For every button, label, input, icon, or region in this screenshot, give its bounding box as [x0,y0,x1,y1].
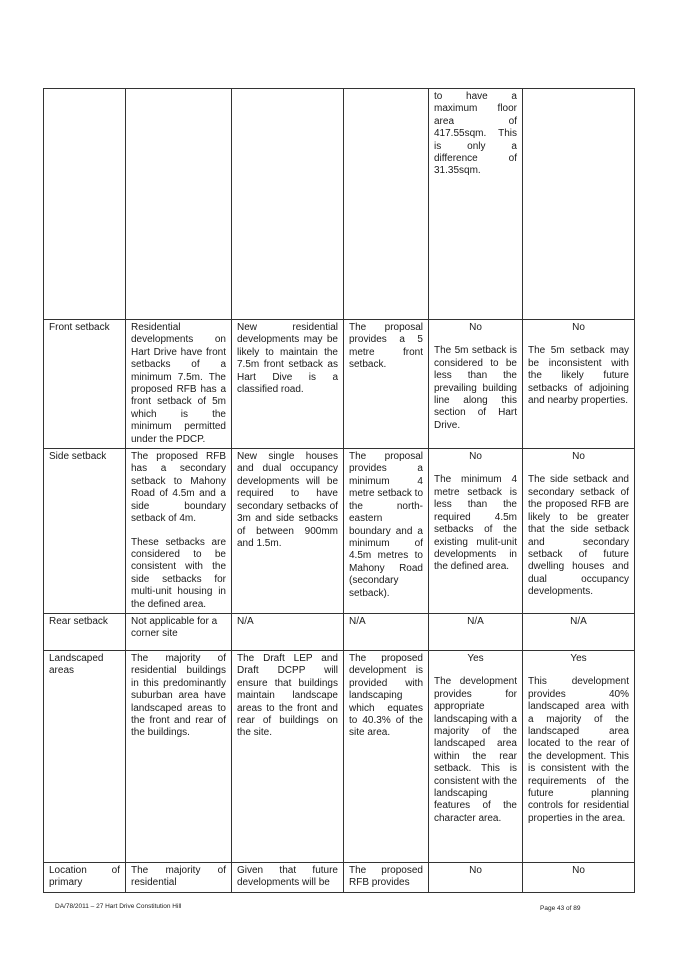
compliance-status: N/A [467,615,484,627]
proposal-cell [344,449,429,614]
cell-text: The development provides for appropriate landscaping with a majority of the landscaped area within the rear setback. This is consistent with the landscaping features of the character area. [434,676,517,824]
character-cell [126,320,232,449]
cell-text: The 5m setback may be inconsistent with the likely future setbacks of adjoining and nearby properties. [528,345,629,407]
character-cell [126,650,232,862]
proposal-cell [344,862,429,892]
compliance-existing-cell [429,613,523,650]
page-number: Page 43 of 89 [540,905,581,912]
compliance-status: No [572,864,585,876]
footer-reference: DA/78/2011 – 27 Hart Drive Constitution Hill [55,903,182,910]
character-cell [126,862,232,892]
proposal-cell [344,613,429,650]
compliance-status: No [572,322,585,333]
criterion-label: Location of primary [49,864,120,889]
criterion-label: Front setback [49,322,110,333]
cell-text: The side setback and secondary setback of the proposed RFB are likely to be greater that the side setback and secondary setback of future dwelling houses and dual occupancy developments. [528,474,629,598]
future-character-cell [232,650,344,862]
cell-text: These setbacks are considered to be consistent with the side setbacks for multi-unit housing in the defined area. [131,536,226,610]
compliance-status: Yes [570,652,587,664]
compliance-future-cell [523,650,635,862]
compliance-status: No [572,451,585,463]
criterion-cell [44,89,126,320]
compliance-status: No [469,322,482,333]
criterion-cell [44,449,126,614]
cell-text: New single houses and dual occupancy developments will be required to have secondary setbacks of 3m and side setbacks of between 900mm and 1.5m. [237,451,338,549]
compliance-future-cell [523,89,635,320]
table-row [44,449,635,614]
cell-text: Not applicable for a corner site [131,615,218,640]
compliance-status: No [469,451,482,463]
table-row [44,650,635,862]
future-character-cell [232,862,344,892]
future-character-cell [232,449,344,614]
compliance-future-cell [523,613,635,650]
table-row [44,89,635,320]
compliance-existing-cell [429,449,523,614]
cell-text: This development provides 40% landscaped area with a majority of the landscaped area located to the rear of the development. This is consistent with the requirements of the future planning controls for residential properties in the area. [528,676,629,824]
future-character-cell [232,89,344,320]
compliance-status: No [469,864,482,876]
cell-text: Residential developments on Hart Drive have front setbacks of a minimum 7.5m. The proposed RFB has a front setback of 5m which is the minimum permitted under the PDCP. [131,322,226,445]
cell-text: N/A [237,615,254,627]
cell-text: The proposal provides a 5 metre front setback. [349,322,423,371]
proposal-cell [344,89,429,320]
compliance-existing-cell [429,862,523,892]
table-row [44,862,635,892]
cell-text: Given that future developments will be [237,864,338,889]
compliance-existing-cell [429,650,523,862]
cell-text: The proposed RFB provides [349,864,423,889]
compliance-status: N/A [570,615,587,627]
criterion-cell [44,613,126,650]
cell-text: The proposed RFB has a secondary setback to Mahony Road of 4.5m and a side boundary setback of 4m. [131,451,226,525]
cell-text: The majority of residential [131,864,226,889]
character-cell [126,449,232,614]
future-character-cell [232,613,344,650]
cell-text: The 5m setback is considered to be less than the prevailing building line along this section of Hart Drive. [434,345,517,431]
cell-text: The majority of residential buildings in this predominantly suburban area have landscaped areas to the front and rear of the buildings. [131,652,226,739]
cell-text: New residential developments may be likely to maintain the 7.5m front setback as Hart Dive is a classified road. [237,322,338,396]
cell-text: N/A [349,615,366,627]
compliance-existing-cell [429,89,523,320]
character-cell [126,89,232,320]
proposal-cell [344,650,429,862]
cell-text: The Draft LEP and Draft DCPP will ensure that buildings maintain landscape areas to the front and rear of buildings on the site. [237,652,338,739]
compliance-status: Yes [467,652,484,664]
compliance-future-cell [523,320,635,449]
future-character-cell [232,320,344,449]
criterion-cell [44,650,126,862]
criterion-label: Landscaped areas [49,652,104,677]
table-row [44,320,635,449]
cell-text: The proposed development is provided with landscaping which equates to 40.3% of the site area. [349,652,423,739]
assessment-table [43,88,635,893]
compliance-future-cell [523,449,635,614]
cell-text: to have a maximum floor area of 417.55sqm. This is only a difference of 31.35sqm. [434,91,517,177]
criterion-label: Side setback [49,451,107,463]
compliance-existing-cell [429,320,523,449]
criterion-label: Rear setback [49,615,108,627]
cell-text: The minimum 4 metre setback is less than the required 4.5m setbacks of the existing mulit-unit developments in the defined area. [434,474,517,573]
character-cell [126,613,232,650]
compliance-future-cell [523,862,635,892]
criterion-cell [44,320,126,449]
table-row [44,613,635,650]
proposal-cell [344,320,429,449]
criterion-cell [44,862,126,892]
cell-text: The proposal provides a minimum 4 metre setback to the north-eastern boundary and a minimum of 4.5m metres to Mahony Road (secondary setback). [349,451,423,599]
